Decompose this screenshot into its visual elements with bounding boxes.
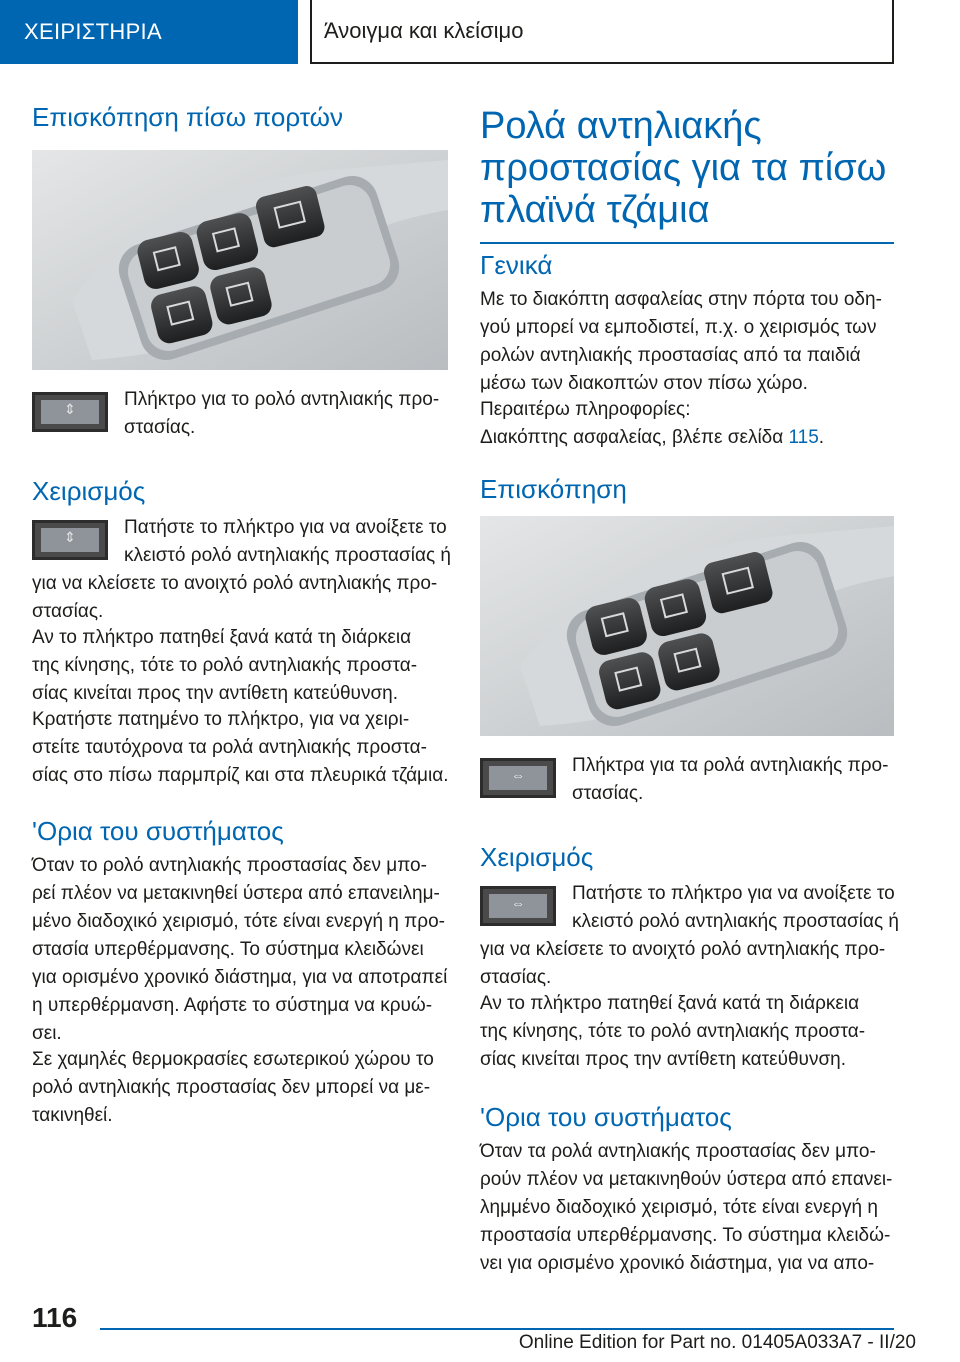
caption-line: Πλήκτρο για το ρολό αντηλιακής προ- — [124, 389, 440, 410]
side-sunblind-button-icon: ⇔ — [480, 758, 556, 798]
rear-side-sunblinds-title: Ρολά αντηλιακής — [480, 105, 762, 147]
body-line: νει για ορισμένο χρονικό διάστημα, για να απο- — [480, 1253, 875, 1274]
body-line: Όταν το ρολό αντηλιακής προστασίας δεν μπο- — [32, 855, 427, 876]
caption-line: στασίας. — [572, 783, 644, 804]
page-number: 116 — [32, 1302, 78, 1333]
body-line: σίας κινείται προς την αντίθετη κατεύθυνση. — [480, 1049, 847, 1070]
operation-heading: Χειρισμός — [480, 842, 594, 872]
title-underline — [480, 242, 894, 244]
body-line: Αν το πλήκτρο πατηθεί ξανά κατά τη διάρκεια — [32, 627, 412, 648]
body-line: λημμένο διαδοχικό χειρισμό, τότε είναι ενεργή η — [480, 1197, 878, 1218]
body-line: στασίας. — [32, 601, 104, 622]
body-line: σίας στο πίσω παρμπρίζ και στα πλευρικά τζάμια. — [32, 765, 449, 786]
rear-side-sunblinds-title: πλαϊνά τζάμια — [480, 189, 710, 231]
overview-heading: Επισκόπηση — [480, 474, 627, 504]
page-link-115[interactable]: 115 — [788, 427, 819, 448]
body-line: Πατήστε το πλήκτρο για να ανοίξετε το — [572, 883, 895, 904]
body-line: ρεί πλέον να μετακινηθεί ύστερα από επανειλημ- — [32, 883, 440, 904]
body-line: Αν το πλήκτρο πατηθεί ξανά κατά τη διάρκεια — [480, 993, 860, 1014]
body-line: τακινηθεί. — [32, 1105, 113, 1126]
body-line: μένο διαδοχικό χειρισμό, τότε είναι ενεργή η προ- — [32, 911, 445, 932]
body-line: στείτε ταυτόχρονα τα ρολά αντηλιακής προστα- — [32, 737, 427, 758]
caption-line: Πλήκτρα για τα ρολά αντηλιακής προ- — [572, 755, 889, 776]
rear-door-switch-photo — [32, 150, 448, 370]
body-line: η υπερθέρμανση. Αφήστε το σύστημα να κρυώ- — [32, 995, 433, 1016]
body-line: Κρατήστε πατημένο το πλήκτρο, για να χειρι- — [32, 709, 410, 730]
body-line: στασία υπερθέρμανσης. Το σύστημα κλειδώνει — [32, 939, 424, 960]
cross-reference — [480, 424, 824, 452]
more-info-label: Περαιτέρω πληροφορίες: — [480, 399, 691, 420]
body-line: Σε χαμηλές θερμοκρασίες εσωτερικού χώρου το — [32, 1049, 434, 1070]
body-line: μέσω των διακοπτών στον πίσω χώρο. — [480, 373, 808, 394]
reference-end: . — [818, 427, 825, 448]
system-limits-heading: 'Ορια του συστήματος — [480, 1102, 732, 1132]
section-tab: ΧΕΙΡΙΣΤΗΡΙΑ — [0, 0, 298, 64]
body-line: σίας κινείται προς την αντίθετη κατεύθυνση. — [32, 683, 399, 704]
system-limits-heading: 'Ορια του συστήματος — [32, 816, 284, 846]
body-line: ρούν πλέον να μετακινηθούν ύστερα από επανει- — [480, 1169, 893, 1190]
body-line: Πατήστε το πλήκτρο για να ανοίξετε το — [124, 517, 447, 538]
general-heading: Γενικά — [480, 250, 553, 280]
body-line: προστασία υπερθέρμανσης. Το σύστημα κλειδώ- — [480, 1225, 891, 1246]
rear-side-switch-photo — [480, 516, 894, 736]
body-line: Όταν τα ρολά αντηλιακής προστασίας δεν μπο- — [480, 1141, 876, 1162]
body-line: κλειστό ρολό αντηλιακής προστασίας ή — [124, 545, 451, 566]
body-line: κλειστό ρολό αντηλιακής προστασίας ή — [572, 911, 899, 932]
body-line: της κίνησης, τότε το ρολό αντηλιακής προστα- — [480, 1021, 866, 1042]
sunblind-button-icon: ⇕ — [32, 520, 108, 560]
footer-rule — [100, 1328, 894, 1330]
door-panel-illustration — [480, 516, 894, 736]
body-line: γού μπορεί να εμποδιστεί, π.χ. ο χειρισμός των — [480, 317, 877, 338]
body-line: ρολό αντηλιακής προστασίας δεν μπορεί να με- — [32, 1077, 431, 1098]
body-line: Με το διακόπτη ασφαλείας στην πόρτα του οδη- — [480, 289, 882, 310]
door-panel-illustration — [32, 150, 448, 370]
operation-heading: Χειρισμός — [32, 476, 146, 506]
body-line: για να κλείσετε το ανοιχτό ρολό αντηλιακής προ- — [480, 939, 886, 960]
reference-text: Διακόπτης ασφαλείας, βλέπε σελίδα — [480, 427, 789, 448]
chapter-title: Άνοιγμα και κλείσιμο — [310, 0, 894, 64]
edition-footer: Online Edition for Part no. 01405A033A7 - II/20 — [518, 1332, 916, 1353]
body-line: για να κλείσετε το ανοιχτό ρολό αντηλιακής προ- — [32, 573, 438, 594]
sunblind-button-icon: ⇕ — [32, 392, 108, 432]
body-line: για ορισμένο χρονικό διάστημα, για να αποτραπεί — [32, 967, 448, 988]
caption-line: στασίας. — [124, 417, 196, 438]
body-line: της κίνησης, τότε το ρολό αντηλιακής προστα- — [32, 655, 418, 676]
rear-doors-overview-heading: Επισκόπηση πίσω πορτών — [32, 102, 343, 132]
side-sunblind-button-icon: ⇔ — [480, 886, 556, 926]
rear-side-sunblinds-title: προστασίας για τα πίσω — [480, 147, 887, 189]
body-line: στασίας. — [480, 967, 552, 988]
body-line: ρολών αντηλιακής προστασίας από τα παιδιά — [480, 345, 861, 366]
body-line: σει. — [32, 1023, 62, 1044]
